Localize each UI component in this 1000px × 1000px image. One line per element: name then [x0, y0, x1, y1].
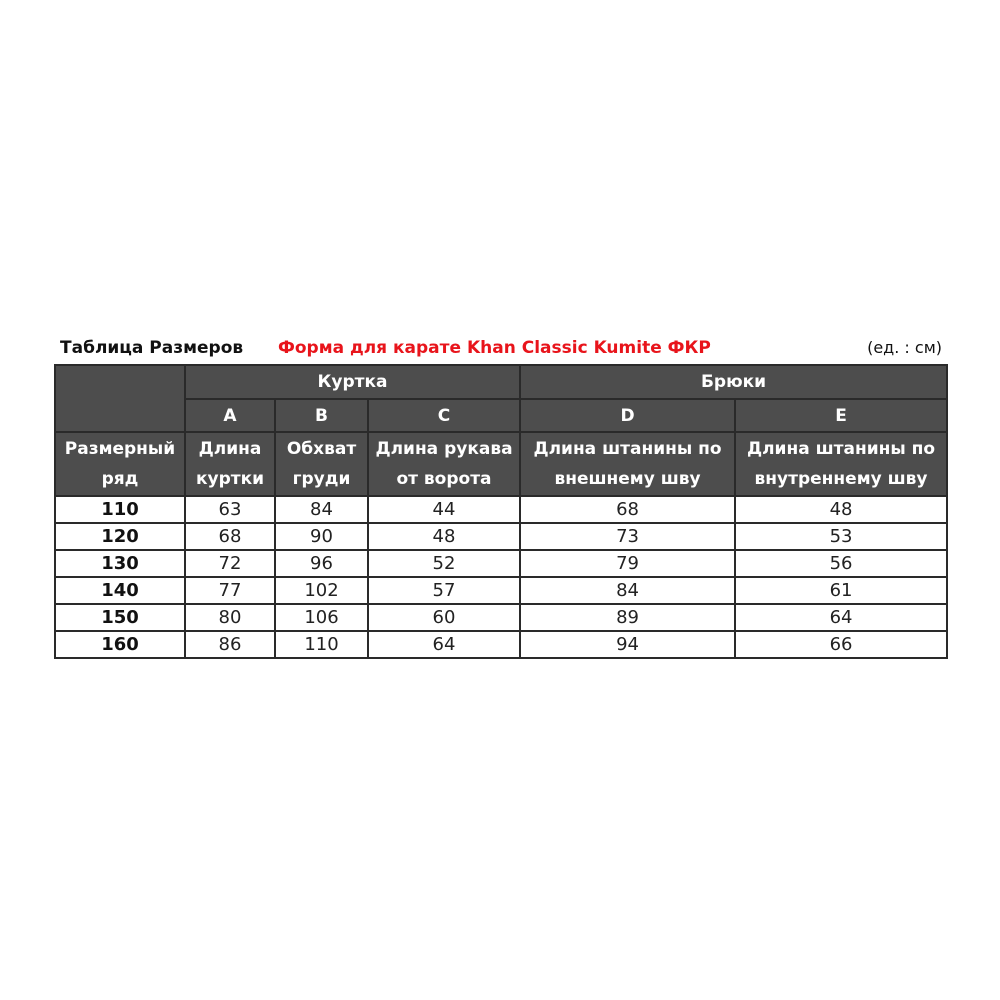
column-header-chest [275, 432, 368, 496]
table-cell: 73 [520, 523, 735, 550]
size-value: 120 [55, 523, 185, 550]
table-cell: 94 [520, 631, 735, 658]
size-table [54, 364, 948, 659]
table-cell: 68 [520, 496, 735, 523]
table-row [55, 523, 947, 550]
column-header-c-line2: от ворота [396, 469, 492, 489]
table-row [55, 604, 947, 631]
letter-header-a: A [185, 399, 275, 432]
letter-header-c: C [368, 399, 520, 432]
table-cell: 90 [275, 523, 368, 550]
table-row [55, 496, 947, 523]
table-cell: 44 [368, 496, 520, 523]
group-header-pants: Брюки [520, 365, 947, 399]
table-cell: 96 [275, 550, 368, 577]
table-row [55, 550, 947, 577]
column-header-jacket-length [185, 432, 275, 496]
title-row [60, 335, 944, 361]
table-cell: 53 [735, 523, 947, 550]
table-cell: 48 [368, 523, 520, 550]
group-header-jacket: Куртка [185, 365, 520, 399]
table-cell: 72 [185, 550, 275, 577]
table-cell: 57 [368, 577, 520, 604]
table-cell: 68 [185, 523, 275, 550]
table-cell: 61 [735, 577, 947, 604]
unit-label: (ед. : см) [867, 338, 942, 357]
column-header-size [55, 432, 185, 496]
table-cell: 64 [735, 604, 947, 631]
column-header-size-line1: Размерный [64, 439, 176, 459]
column-header-size-line2: ряд [101, 469, 139, 489]
letter-header-e: E [735, 399, 947, 432]
size-value: 110 [55, 496, 185, 523]
table-cell: 60 [368, 604, 520, 631]
page-title: Таблица Размеров [60, 338, 244, 358]
table-cell: 79 [520, 550, 735, 577]
column-header-c-line1: Длина рукава [375, 439, 513, 459]
table-row [55, 577, 947, 604]
size-value: 130 [55, 550, 185, 577]
column-header-sleeve [368, 432, 520, 496]
table-cell: 80 [185, 604, 275, 631]
column-header-e-line2: внутреннему шву [754, 469, 928, 489]
table-cell: 84 [520, 577, 735, 604]
table-cell: 66 [735, 631, 947, 658]
column-header-a-line1: Длина [198, 439, 262, 459]
size-value: 150 [55, 604, 185, 631]
table-cell: 102 [275, 577, 368, 604]
table-cell: 56 [735, 550, 947, 577]
column-header-e-line1: Длина штанины по [746, 439, 936, 459]
table-cell: 84 [275, 496, 368, 523]
column-header-inner-seam [735, 432, 947, 496]
header-blank-cell [55, 365, 185, 432]
table-cell: 48 [735, 496, 947, 523]
letter-header-b: B [275, 399, 368, 432]
table-cell: 77 [185, 577, 275, 604]
table-cell: 64 [368, 631, 520, 658]
size-value: 160 [55, 631, 185, 658]
table-cell: 52 [368, 550, 520, 577]
table-row [55, 631, 947, 658]
column-header-b-line1: Обхват [286, 439, 357, 459]
table-cell: 63 [185, 496, 275, 523]
letter-header-d: D [520, 399, 735, 432]
column-header-d-line1: Длина штанины по [533, 439, 722, 459]
product-title: Форма для карате Khan Classic Kumite ФКР [278, 338, 711, 358]
column-header-a-line2: куртки [195, 469, 265, 489]
table-cell: 106 [275, 604, 368, 631]
table-cell: 89 [520, 604, 735, 631]
size-value: 140 [55, 577, 185, 604]
column-header-d-line2: внешнему шву [554, 469, 701, 489]
table-cell: 110 [275, 631, 368, 658]
table-cell: 86 [185, 631, 275, 658]
column-header-outer-seam [520, 432, 735, 496]
column-header-b-line2: груди [292, 469, 351, 489]
